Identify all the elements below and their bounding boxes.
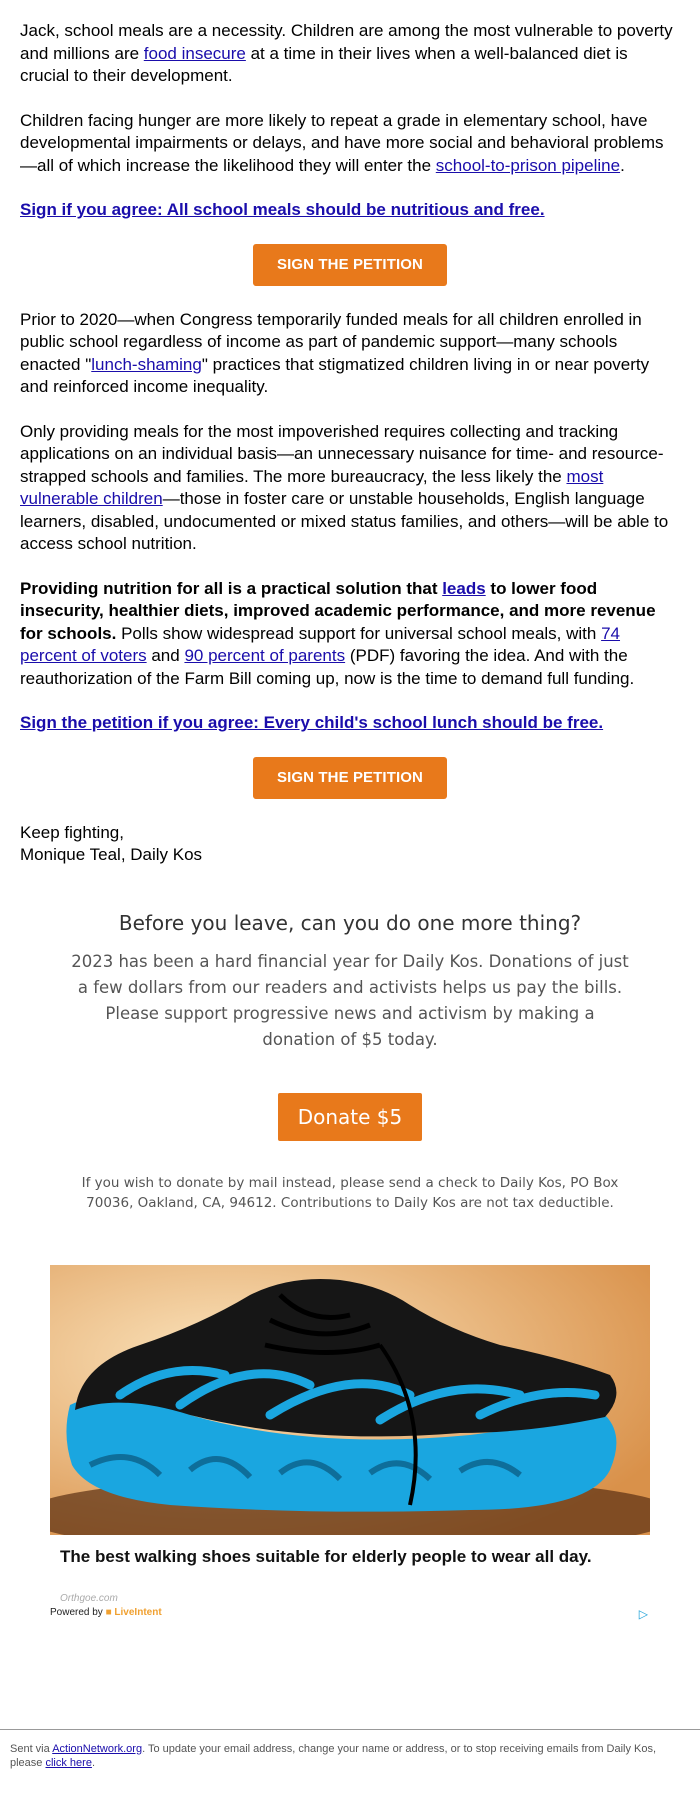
ad-caption[interactable]: The best walking shoes suitable for elderly people to wear all day.	[60, 1546, 592, 1566]
text: .	[91, 1757, 96, 1769]
paragraph-1	[20, 20, 680, 88]
donate-button[interactable]: Donate $5	[278, 1093, 422, 1141]
ad-domain: Orthgoe.com	[60, 1592, 118, 1604]
article-body	[0, 0, 700, 867]
advertisement[interactable]	[50, 1265, 650, 1633]
donate-section	[0, 911, 700, 1213]
email-footer	[0, 1729, 700, 1782]
cta-link-1[interactable]: Sign if you agree: All school meals should be nutritious and free.	[20, 200, 545, 219]
paragraph-3	[20, 309, 680, 399]
ad-footer	[50, 1593, 650, 1633]
button-wrap-1	[20, 244, 680, 286]
signoff	[20, 822, 680, 867]
signoff-line-2: Monique Teal, Daily Kos	[20, 845, 203, 864]
powered-by[interactable]	[50, 1607, 162, 1618]
text: Sent via	[10, 1743, 53, 1755]
text: . To update your email address, change your name or address, or to stop receiving emails from Daily Kos, please	[10, 1743, 657, 1769]
donate-body: 2023 has been a hard financial year for Daily Kos. Donations of just a few dollars from our readers and activists helps us pay the bills. Please support progressive news and activism by making a donation of $5 today.	[71, 951, 629, 1049]
link-school-to-prison-pipeline[interactable]: school-to-prison pipeline	[435, 155, 621, 175]
mail-note: If you wish to donate by mail instead, please send a check to Daily Kos, PO Box 70036, Oakland, CA, 94612. Contributions to Daily Kos are not tax deductible.	[81, 1174, 619, 1211]
text: Only providing meals for the most impoverished requires collecting and tracking applications on an individual basis—an unnecessary nuisance for time- and resource-strapped schools and families. The more bureaucracy, the less likely the	[20, 421, 664, 486]
link-action-network[interactable]: ActionNetwork.org	[52, 1743, 143, 1755]
text: (PDF) favoring the idea. And with the reauthorization of the Farm Bill coming up, now is the time to demand full funding.	[20, 646, 635, 688]
donate-heading: Before you leave, can you do one more thing?	[118, 910, 582, 935]
ad-image[interactable]	[50, 1265, 650, 1535]
button-wrap-2	[20, 757, 680, 799]
link-74-percent-voters[interactable]: 74 percent of voters	[20, 623, 621, 665]
text: " practices that stigmatized children living in or near poverty and reinforced income inequality.	[20, 354, 650, 396]
link-90-percent-parents[interactable]: 90 percent of parents	[184, 646, 346, 665]
link-most-vulnerable-children[interactable]: most vulnerable children	[20, 466, 604, 508]
text: Jack, school meals are a necessity. Children are among the most vulnerable to poverty and millions are	[20, 21, 673, 63]
link-click-here[interactable]: click here	[45, 1757, 92, 1769]
cta-paragraph-2	[20, 712, 680, 735]
liveintent-icon: ■	[105, 1606, 112, 1618]
powered-by-label: Powered by	[50, 1606, 103, 1618]
text: to lower food insecurity, healthier diets, improved academic performance, and more revenue for schools.	[20, 578, 656, 643]
link-lunch-shaming[interactable]: lunch-shaming	[91, 354, 202, 374]
text: Providing nutrition for all is a practical solution that	[20, 578, 443, 598]
paragraph-4	[20, 421, 680, 556]
text: at a time in their lives when a well-balanced diet is crucial to their development.	[20, 43, 628, 85]
text: Children facing hunger are more likely to repeat a grade in elementary school, have developmental impairments or delays, and have more social and behavioral problems—all of which increase the likelihood they will enter the	[20, 110, 664, 175]
signoff-line-1: Keep fighting,	[20, 822, 124, 842]
text: and	[146, 646, 185, 665]
text: —those in foster care or unstable households, English language learners, disabled, undocumented or mixed status families, and others—will be able to access school nutrition.	[20, 489, 669, 553]
sign-petition-button-1[interactable]: SIGN THE PETITION	[253, 244, 447, 286]
cta-link-2[interactable]: Sign the petition if you agree: Every child's school lunch should be free.	[20, 713, 604, 732]
liveintent-logo	[106, 1607, 162, 1618]
sign-petition-button-2[interactable]: SIGN THE PETITION	[253, 757, 447, 799]
paragraph-5	[20, 578, 680, 691]
cta-paragraph-1	[20, 199, 680, 222]
ad-choices-icon[interactable]: ▷	[638, 1606, 648, 1621]
shoe-image-icon	[50, 1265, 650, 1535]
link-leads[interactable]: leads	[442, 578, 486, 598]
link-food-insecure[interactable]: food insecure	[143, 43, 246, 63]
text: Prior to 2020—when Congress temporarily funded meals for all children enrolled in public school regardless of income as part of pandemic support—many schools enacted "	[20, 309, 642, 374]
text: .	[620, 155, 625, 175]
paragraph-2	[20, 110, 680, 178]
liveintent-brand: LiveIntent	[114, 1606, 162, 1618]
text: Polls show widespread support for universal school meals, with	[116, 623, 602, 643]
